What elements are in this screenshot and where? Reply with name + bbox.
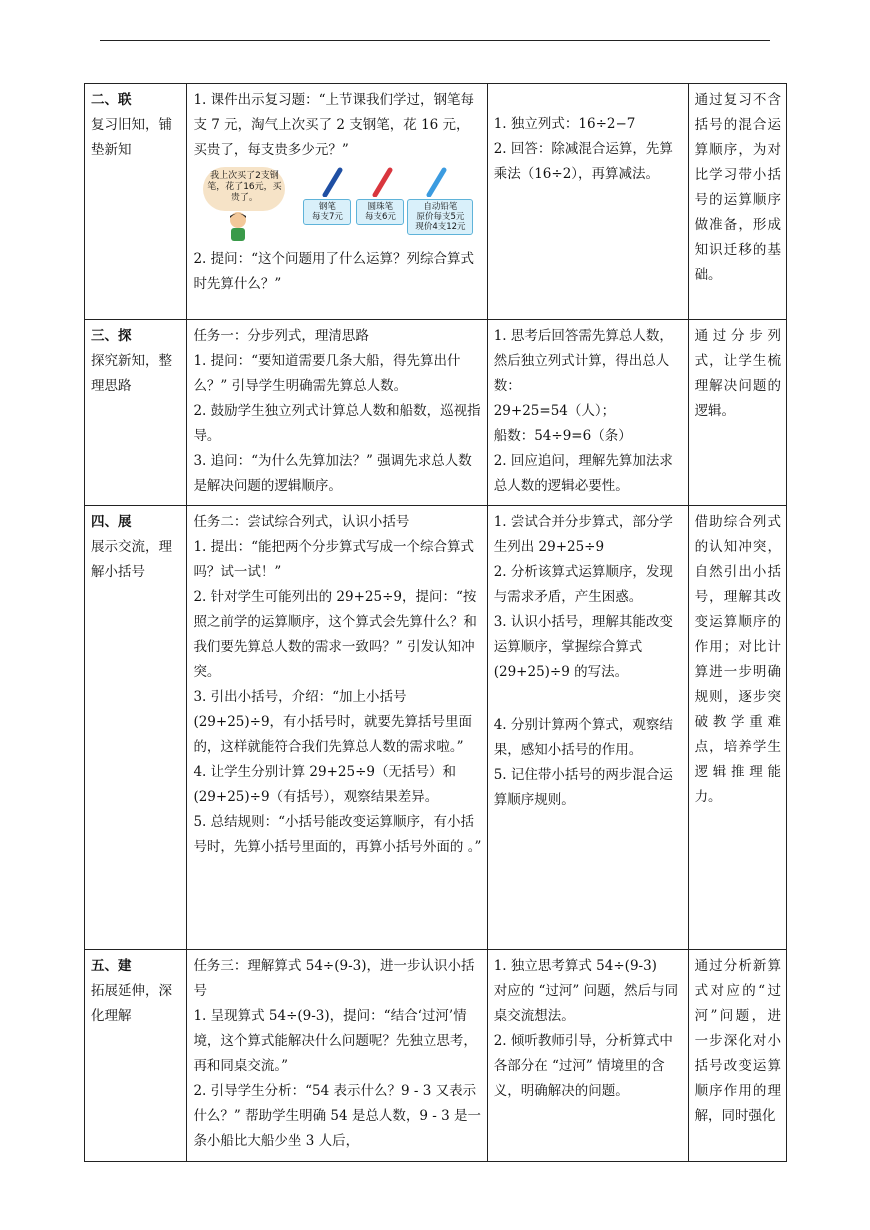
stage-cell bbox=[85, 950, 187, 1162]
student-activity-cell bbox=[487, 320, 688, 506]
teacher-step: 1. 课件出示复习题：“上节课我们学过，钢笔每支 7 元，淘气上次买了 2 支钢笔，花 16 元，买贵了，每支贵多少元？” bbox=[193, 92, 475, 158]
teacher-step: 2. 提问：“这个问题用了什么运算？列综合算式时先算什么？” bbox=[193, 251, 475, 292]
teacher-activity-cell bbox=[187, 320, 487, 506]
stage-cell bbox=[85, 506, 187, 950]
design-intent-cell bbox=[688, 950, 786, 1162]
student-step: 1. 尝试合并分步算式，部分学生列出 29+25÷9 bbox=[493, 514, 673, 555]
fountain-pen-icon bbox=[321, 167, 343, 197]
student-step: 2. 回应追问，理解先算加法求总人数的逻辑必要性。 bbox=[493, 453, 673, 494]
stage-title: 二、联 bbox=[91, 92, 132, 108]
teacher-activity-cell bbox=[187, 506, 487, 950]
teacher-activity-cell bbox=[187, 84, 487, 320]
stage-cell bbox=[85, 84, 187, 320]
teacher-step: 4. 让学生分别计算 29+25÷9（无括号）和 (29+25)÷9（有括号），观察结果差异。 bbox=[193, 764, 456, 805]
teacher-step: 1. 呈现算式 54÷(9-3)，提问：“结合‘过河’情境，这个算式能解决什么问题呢？先独立思考，再和同桌交流。” bbox=[193, 1008, 477, 1074]
stage-cell bbox=[85, 320, 187, 506]
design-intent-cell bbox=[688, 84, 786, 320]
stage-subtitle: 展示交流，理解小括号 bbox=[91, 539, 172, 580]
stage-subtitle: 复习旧知，铺垫新知 bbox=[91, 117, 172, 158]
table-row bbox=[85, 506, 787, 950]
stage-title: 四、展 bbox=[91, 514, 132, 530]
student-step: 1. 独立列式：16÷2−7 bbox=[493, 116, 636, 132]
student-step: 船数：54÷9=6（条） bbox=[493, 428, 632, 444]
design-intent-text: 借助综合列式的认知冲突，自然引出小括号，理解其改变运算顺序的作用；对比计算进一步明确规则，逐步突破教学重难点，培养学生逻辑推理能力。 bbox=[694, 514, 781, 805]
design-intent-cell bbox=[688, 506, 786, 950]
design-intent-cell bbox=[688, 320, 786, 506]
table-row bbox=[85, 950, 787, 1162]
student-step: 2. 倾听教师引导，分析算式中各部分在 “过河” 情境里的含义，明确解决的问题。 bbox=[493, 1033, 673, 1099]
table-row bbox=[85, 84, 787, 320]
design-intent-text: 通过复习不含括号的混合运算顺序，为对比学习带小括号的运算顺序做准备，形成知识迁移的基础。 bbox=[694, 92, 781, 283]
lesson-plan-table bbox=[84, 83, 787, 1162]
bubble-text: 我上次买了2支钢笔，花了16元，买贵了。 bbox=[207, 171, 282, 203]
table-row bbox=[85, 320, 787, 506]
teacher-step: 任务二：尝试综合列式，认识小括号 bbox=[193, 514, 410, 530]
header-rule bbox=[100, 40, 770, 41]
design-intent-text: 通过分步列式，让学生梳理解决问题的逻辑。 bbox=[694, 328, 781, 419]
speech-bubble bbox=[203, 167, 285, 211]
student-step: 3. 认识小括号，理解其能改变运算顺序，掌握综合算式 (29+25)÷9 的写法。 bbox=[493, 614, 673, 680]
review-illustration bbox=[193, 165, 481, 243]
ballpoint-pen-icon bbox=[371, 167, 393, 197]
teacher-step: 1. 提出：“能把两个分步算式写成一个综合算式吗？试一试！” bbox=[193, 539, 475, 580]
teacher-step: 2. 鼓励学生独立列式计算总人数和船数，巡视指导。 bbox=[193, 403, 481, 444]
student-step: 对应的 “过河” 问题，然后与同桌交流想法。 bbox=[493, 983, 679, 1024]
stage-subtitle: 探究新知，整理思路 bbox=[91, 353, 172, 394]
price-tag-label: 圆珠笔 每支6元 bbox=[364, 202, 396, 222]
price-tag bbox=[356, 199, 404, 225]
stage-subtitle: 拓展延伸，深化理解 bbox=[91, 983, 172, 1024]
design-intent-text: 通过分析新算式对应的“过河”问题，进一步深化对小括号改变运算顺序作用的理解，同时强化 bbox=[694, 958, 781, 1124]
teacher-activity-cell bbox=[187, 950, 487, 1162]
student-step: 2. 回答：除减混合运算，先算乘法（16÷2），再算减法。 bbox=[493, 141, 673, 182]
student-activity-cell bbox=[487, 84, 688, 320]
stage-title: 五、建 bbox=[91, 958, 132, 974]
student-step: 29+25=54（人）； bbox=[493, 403, 616, 419]
mechanical-pencil-icon bbox=[425, 167, 447, 197]
teacher-step: 5. 总结规则：“小括号能改变运算顺序，有小括号时，先算小括号里面的，再算小括号外面的 。” bbox=[193, 814, 482, 855]
teacher-step: 任务三：理解算式 54÷(9-3)，进一步认识小括号 bbox=[193, 958, 475, 999]
spacer bbox=[494, 685, 683, 713]
price-tag-label: 自动铅笔 原价每支5元 现价4支12元 bbox=[415, 202, 466, 232]
student-step: 4. 分别计算两个算式，观察结果，感知小括号的作用。 bbox=[493, 717, 673, 758]
student-activity-cell bbox=[487, 950, 688, 1162]
student-step: 1. 独立思考算式 54÷(9-3) bbox=[493, 958, 657, 974]
student-activity-cell bbox=[487, 506, 688, 950]
teacher-step: 2. 针对学生可能列出的 29+25÷9，提问：“按照之前学的运算顺序，这个算式会先算什么？和我们要先算总人数的需求一致吗？” 引发认知冲突。 bbox=[193, 589, 477, 680]
teacher-step: 任务一：分步列式，理清思路 bbox=[193, 328, 369, 344]
teacher-step: 1. 提问：“要知道需要几条大船，得先算出什么？” 引导学生明确需先算总人数。 bbox=[193, 353, 461, 394]
teacher-step: 3. 追问：“为什么先算加法？” 强调先求总人数是解决问题的逻辑顺序。 bbox=[193, 453, 472, 494]
teacher-step: 3. 引出小括号，介绍：“加上小括号(29+25)÷9，有小括号时，就要先算括号里面的，这样就能符合我们先算总人数的需求啦。” bbox=[193, 689, 473, 755]
boy-icon bbox=[223, 211, 253, 243]
stage-title: 三、探 bbox=[91, 328, 132, 344]
price-tag-label: 钢笔 每支7元 bbox=[311, 202, 343, 222]
teacher-step: 2. 引导学生分析：“54 表示什么？9 - 3 又表示什么？” 帮助学生明确 54 是总人数，9 - 3 是一条小船比大船少坐 3 人后， bbox=[193, 1083, 482, 1149]
student-step: 2. 分析该算式运算顺序，发现与需求矛盾，产生困惑。 bbox=[493, 564, 673, 605]
price-tag bbox=[303, 199, 351, 225]
student-step: 1. 思考后回答需先算总人数，然后独立列式计算，得出总人数： bbox=[493, 328, 673, 394]
student-step: 5. 记住带小括号的两步混合运算顺序规则。 bbox=[493, 767, 673, 808]
price-tag bbox=[407, 199, 473, 235]
